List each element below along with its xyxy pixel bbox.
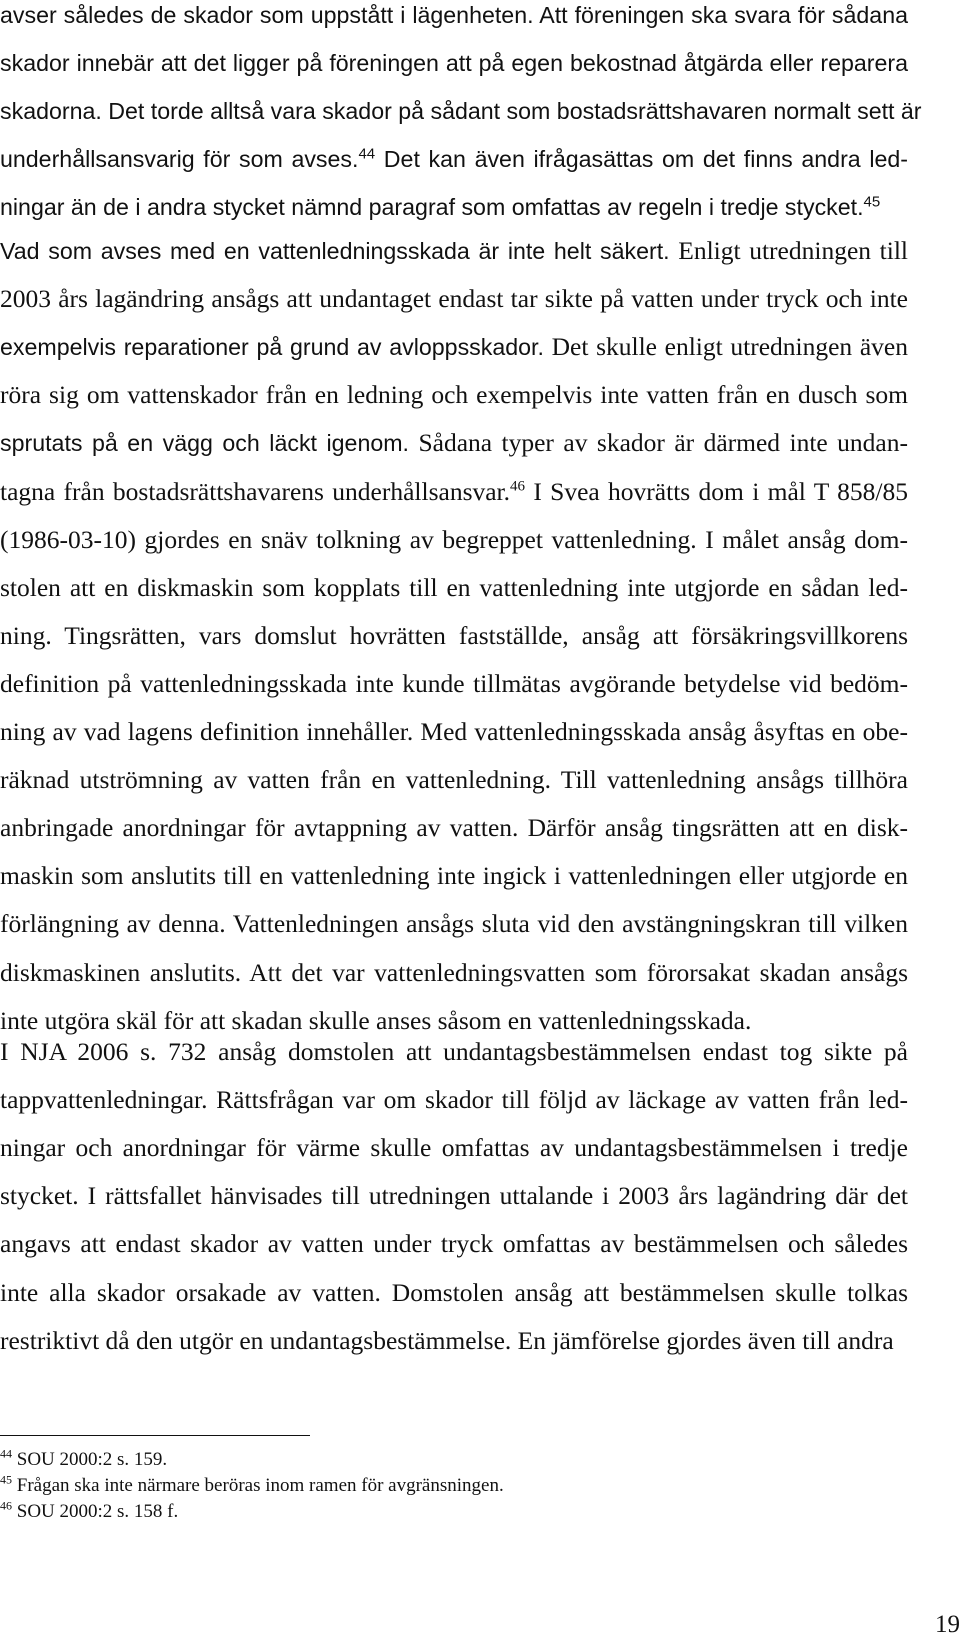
text-line: [0, 428, 908, 458]
text-line: [0, 621, 908, 651]
footnote-number: 45: [0, 1472, 12, 1487]
footnote-46: [0, 1498, 179, 1523]
text-segment: Vad som avses med en vattenledningsskada är inte helt säkert.: [0, 238, 670, 264]
text-line: [0, 332, 908, 362]
text-segment: ningar än de i andra stycket nämnd paragraf som omfattas av regeln i tredje stycket.: [0, 194, 864, 221]
footnote-reference: 44: [358, 145, 376, 163]
text-segment: tagna från bostadsrättshavarens underhållsansvar.: [0, 476, 511, 506]
text-line: [0, 813, 908, 843]
footnote-text: Frågan ska inte närmare beröras inom ramen för avgränsningen.: [12, 1475, 504, 1496]
text-segment: tappvattenledningar. Rättsfrågan var om skador till följd av läckage av vatten från led-: [0, 1085, 908, 1115]
text-line: [0, 236, 908, 266]
text-segment: Det kan även ifrågasättas om det finns andra led-: [375, 146, 908, 173]
text-segment: räknad utströmning av vatten från en vattenledning. Till vattenledning ansågs tillhöra: [0, 765, 908, 795]
text-segment: I Svea hovrätts dom i mål T 858/85: [525, 476, 908, 506]
text-segment: ningar och anordningar för värme skulle omfattas av undantagsbestämmelsen i tredje: [0, 1133, 908, 1163]
text-segment: Enligt utredningen till: [669, 236, 909, 265]
text-line: [0, 477, 908, 507]
footnote-44: [0, 1446, 168, 1471]
footnote-text: SOU 2000:2 s. 159.: [12, 1449, 168, 1470]
text-segment: Sådana typer av skador är därmed inte undan-: [409, 428, 908, 458]
footnote-number: 46: [0, 1498, 12, 1513]
text-segment: röra sig om vattenskador från en ledning och exempelvis inte vatten från en dusch som: [0, 380, 908, 410]
text-segment: sprutats på en vägg och läckt igenom.: [0, 430, 409, 457]
text-line: [0, 1326, 908, 1356]
text-line: [0, 1037, 908, 1067]
text-line: [0, 1006, 908, 1036]
text-segment: 2003 års lagändring ansågs att undantaget endast tar sikte på vatten under tryck och inte: [0, 284, 908, 314]
text-line: [0, 0, 908, 30]
text-segment: angavs att endast skador av vatten under tryck omfattas av bestämmelsen och således: [0, 1229, 908, 1259]
text-segment: definition på vattenledningsskada inte kunde tillmätas avgörande betydelse vid bedöm-: [0, 668, 908, 698]
text-line: [0, 1133, 908, 1163]
page-number: 19: [935, 1611, 960, 1638]
text-segment: förlängning av denna. Vattenledningen ansågs sluta vid den avstängningskran till vilken: [0, 909, 908, 939]
text-line: [0, 96, 922, 126]
text-line: [0, 669, 908, 699]
text-segment: exempelvis reparationer på grund av avloppsskador.: [0, 334, 544, 361]
text-segment: ning. Tingsrätten, vars domslut hovrätten fastställde, ansåg att försäkringsvillkorens: [0, 620, 908, 650]
text-line: [0, 861, 908, 891]
text-segment: skador innebär att det ligger på föreningen att på egen bekostnad åtgärda eller reparera: [0, 50, 908, 77]
text-line: [0, 380, 908, 410]
text-segment: inte alla skador orsakade av vatten. Domstolen ansåg att bestämmelsen skulle tolkas: [0, 1277, 908, 1307]
text-line: [0, 525, 908, 555]
text-segment: I NJA 2006 s. 732 ansåg domstolen att undantagsbestämmelsen endast tog sikte på: [0, 1037, 908, 1066]
text-line: [0, 1085, 908, 1115]
footnote-number: 44: [0, 1446, 12, 1461]
text-line: [0, 717, 908, 747]
text-segment: skadorna. Det torde alltså vara skador på sådant som bostadsrättshavaren normalt sett är: [0, 98, 922, 125]
text-line: [0, 765, 908, 795]
text-segment: inte utgöra skäl för att skadan skulle anses såsom en vattenledningsskada.: [0, 1005, 752, 1035]
footnote-reference: 46: [510, 478, 526, 494]
text-segment: Det skulle enligt utredningen även: [543, 332, 908, 362]
text-segment: maskin som anslutits till en vattenledning inte ingick i vattenledningen eller utgjorde en: [0, 861, 908, 891]
text-segment: ning av vad lagens definition innehåller. Med vattenledningsskada ansåg åsyftas en obe-: [0, 717, 908, 746]
text-line: [0, 284, 908, 314]
footnote-text: SOU 2000:2 s. 158 f.: [12, 1501, 179, 1522]
footnote-45: [0, 1472, 504, 1497]
text-segment: stolen att en diskmaskin som kopplats till en vattenledning inte utgjorde en sådan led-: [0, 572, 908, 602]
text-line: [0, 958, 908, 988]
text-segment: underhållsansvarig för som avses.: [0, 146, 359, 173]
text-segment: anbringade anordningar för avtappning av vatten. Därför ansåg tingsrätten att en disk-: [0, 813, 908, 843]
text-line: [0, 48, 908, 78]
text-line: [0, 1181, 908, 1211]
text-segment: restriktivt då den utgör en undantagsbestämmelse. En jämförelse gjordes även till andra: [0, 1325, 894, 1355]
text-line: [0, 192, 908, 222]
text-line: [0, 144, 908, 174]
text-line: [0, 1229, 908, 1259]
text-segment: avser således de skador som uppstått i lägenheten. Att föreningen ska svara för sådana: [0, 2, 908, 28]
text-line: [0, 1278, 908, 1308]
text-segment: (1986-03-10) gjordes en snäv tolkning av begreppet vattenledning. I målet ansåg dom-: [0, 524, 908, 554]
footnote-separator: [0, 1435, 310, 1436]
text-segment: diskmaskinen anslutits. Att det var vattenledningsvatten som förorsakat skadan ansågs: [0, 957, 908, 987]
text-line: [0, 909, 908, 939]
footnote-reference: 45: [863, 193, 881, 211]
text-line: [0, 573, 908, 603]
text-segment: stycket. I rättsfallet hänvisades till utredningen uttalande i 2003 års lagändring där det: [0, 1181, 908, 1211]
